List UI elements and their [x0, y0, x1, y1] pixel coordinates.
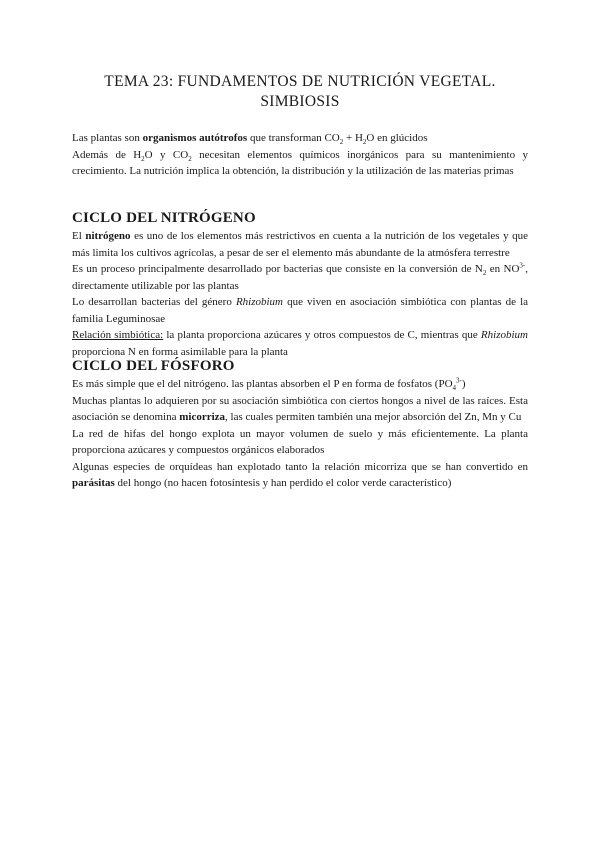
nitrogen-paragraph-4: Relación simbiótica: la planta proporciona azúcares y otros compuestos de C, mientras que Rhizobium proporciona N en forma asimilable para la planta	[72, 329, 528, 358]
nitrogen-paragraph-3: Lo desarrollan bacterias del género Rhizobium que viven en asociación simbiótica con plantas de la familia Leguminosae	[72, 296, 529, 325]
nitrogen-section	[72, 228, 528, 360]
phosphorus-paragraph-4: Algunas especies de orquídeas han explotado tanto la relación micorriza que se han convertido en parásitas del hongo (no hacen fotosíntesis y han perdido el color verde característico)	[72, 460, 528, 489]
underlined-term: Relación simbiótica:	[72, 329, 164, 341]
italic-term: Rhizobium	[235, 296, 283, 308]
document-title	[60, 72, 540, 112]
nitrogen-heading: CICLO DEL NITRÓGENO	[72, 210, 256, 226]
phosphorus-paragraph-2: Muchas plantas lo adquieren por su asociación simbiótica con ciertos hongos a nivel de las raíces. Esta asociación se denomina micorriza, las cuales permiten también una mejor absorción del Zn, Mn y Cu	[72, 394, 528, 423]
phosphorus-section	[72, 376, 528, 492]
title-line-2: SIMBIOSIS	[260, 93, 340, 110]
intro-section	[72, 130, 528, 180]
nitrogen-paragraph-2: Es un proceso principalmente desarrollado por bacterias que consiste en la conversión de $N_2$ en $NO^{3-}$, directamente utilizable por las plantas	[72, 261, 528, 292]
italic-term: Rhizobium	[480, 329, 528, 341]
bold-term: organismos autótrofos	[142, 132, 248, 144]
bold-term: parásitas	[72, 477, 115, 489]
intro-paragraph-2: Además de $H_2O$ y $CO_2$ necesitan elementos químicos inorgánicos para su mantenimiento y crecimiento. La nutrición implica la obtención, la distribución y la utilización de las materias primas	[72, 148, 528, 177]
phosphorus-paragraph-3: La red de hifas del hongo explota un mayor volumen de suelo y más eficientemente. La planta proporciona azúcares y compuestos orgánicos elaborados	[72, 427, 528, 456]
phosphorus-paragraph-1: Es más simple que el del nitrógeno. las plantas absorben el P en forma de fosfatos $(PO_4^{3-})$	[72, 376, 466, 393]
intro-paragraph-1: Las plantas son organismos autótrofos que transforman $CO_2 + H_2O$ en glúcidos	[72, 132, 428, 147]
phosphorus-heading: CICLO DEL FÓSFORO	[72, 358, 235, 374]
title-line-1: TEMA 23: FUNDAMENTOS DE NUTRICIÓN VEGETAL.	[104, 73, 496, 90]
bold-term: micorriza	[179, 411, 226, 423]
bold-term: nitrógeno	[85, 230, 131, 242]
nitrogen-paragraph-1: El nitrógeno es uno de los elementos más restrictivos en cuenta a la nutrición de los vegetales y que más limita los cultivos agrícolas, a pesar de ser el elemento más abundante de la atmósfera terrestre	[72, 230, 529, 259]
